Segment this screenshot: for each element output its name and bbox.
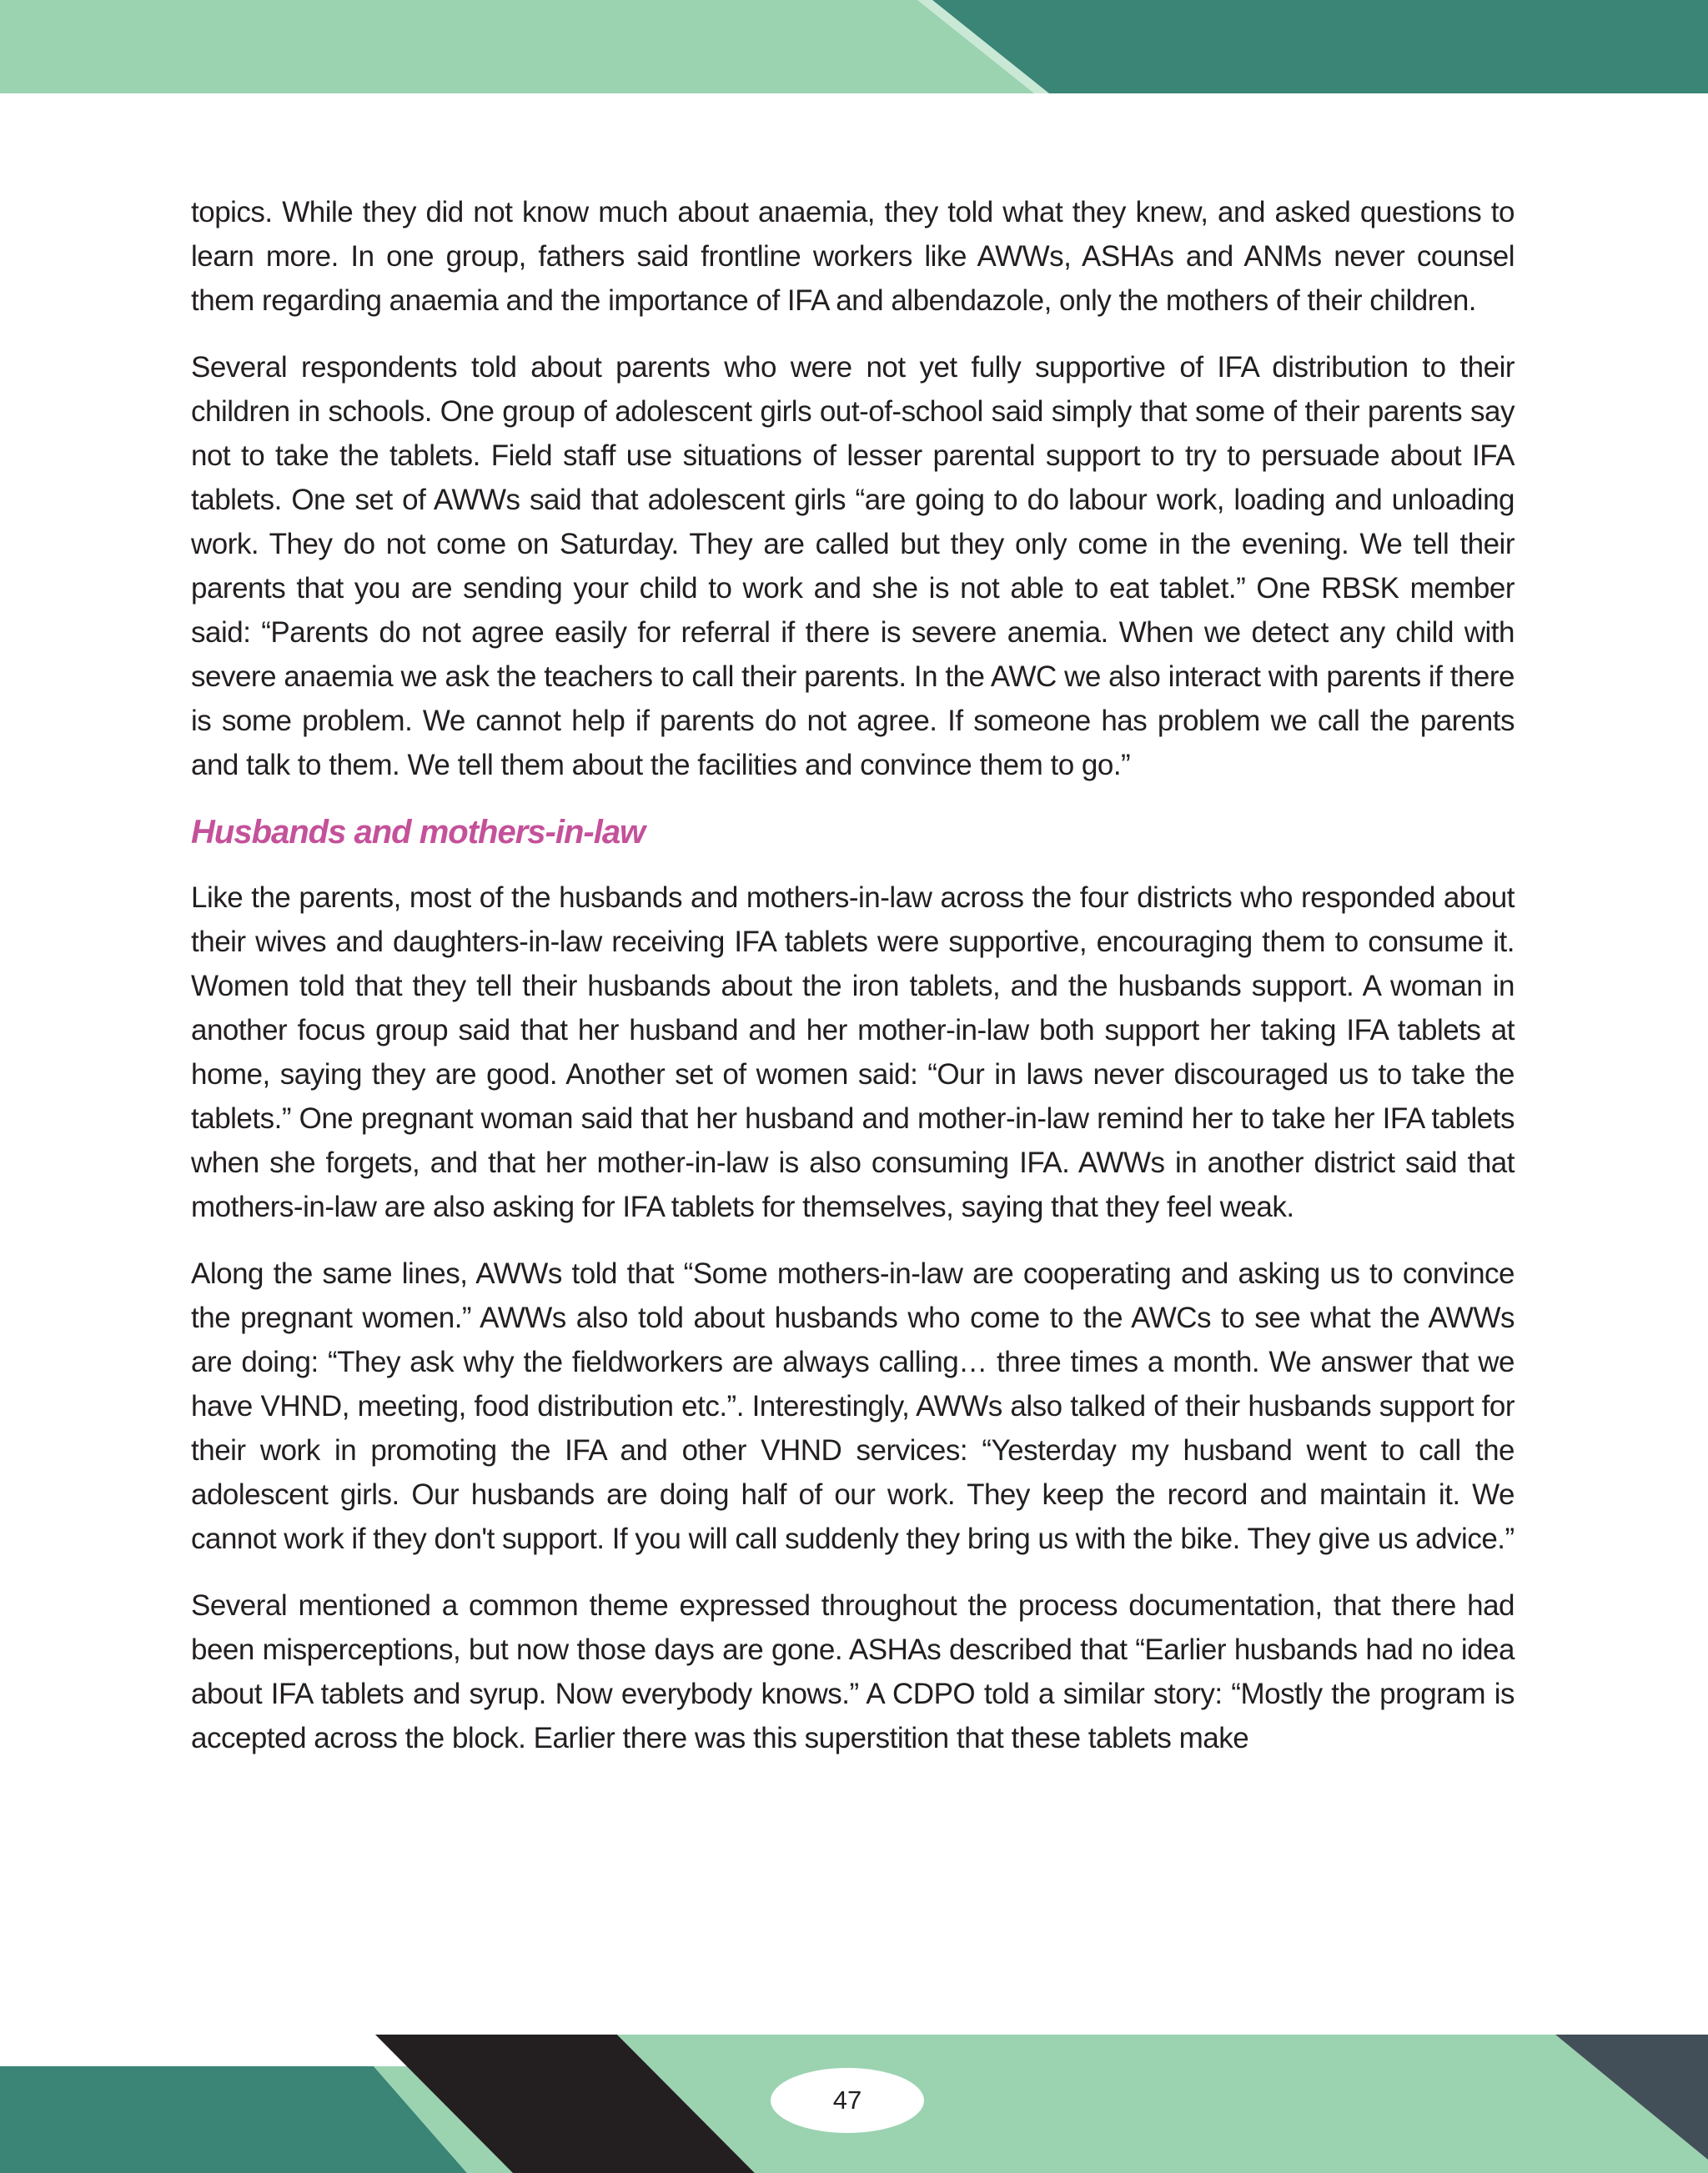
document-body: [191, 190, 1515, 1783]
paragraph-parental-support: Several respondents told about parents who were not yet fully supportive of IFA distribution to their children in schools. One group of adolescent girls out-of-school said simply that some of their parents say not to take the tablets. Field staff use situations of lesser parental support to try to persuade about IFA tablets. One set of AWWs said that adolescent girls “are going to do labour work, loading and unloading work. They do not come on Saturday. They are called but they only come in the evening. We tell their parents that you are sending your child to work and she is not able to eat tablet.” One RBSK member said: “Parents do not agree easily for referral if there is severe anemia. When we detect any child with severe anaemia we ask the teachers to call their parents. In the AWC we also interact with parents if there is some problem. We cannot help if parents do not agree. If someone has problem we call the parents and talk to them. We tell them about the facilities and convince them to go.”: [191, 351, 1515, 781]
section-heading: Husbands and mothers-in-law: [191, 814, 646, 851]
top-banner: [0, 0, 1708, 93]
paragraph-misperceptions: Several mentioned a common theme expressed throughout the process documentation, that there had been misperceptions, but now those days are gone. ASHAs described that “Earlier husbands had no idea about IFA tablets and syrup. Now everybody knows.” A CDPO told a similar story: “Mostly the program is accepted across the block. Earlier there was this superstition that these tablets make: [191, 1589, 1515, 1754]
paragraph-parents-counselling: topics. While they did not know much about anaemia, they told what they knew, and asked questions to learn more. In one group, fathers said frontline workers like AWWs, ASHAs and ANMs never counsel them regarding anaemia and the importance of IFA and albendazole, only the mothers of their children.: [191, 196, 1515, 317]
page-number: 47: [771, 2068, 924, 2133]
paragraph-awws-husbands: Along the same lines, AWWs told that “Some mothers-in-law are cooperating and asking us to convince the pregnant women.” AWWs also told about husbands who come to the AWCs to see what the AWWs are doing: “They ask why the fieldworkers are always calling… three times a month. We answer that we have VHND, meeting, food distribution etc.”. Interestingly, AWWs also talked of their husbands support for their work in promoting the IFA and other VHND services: “Yesterday my husband went to call the adolescent girls. Our husbands are doing half of our work. They keep the record and maintain it. We cannot work if they don't support. If you will call suddenly they bring us with the bike. They give us advice.”: [191, 1257, 1515, 1555]
top-banner-teal-band: [927, 0, 1708, 93]
paragraph-husbands-support: Like the parents, most of the husbands and mothers-in-law across the four districts who responded about their wives and daughters-in-law receiving IFA tablets were supportive, encouraging them to consume it. Women told that they tell their husbands about the iron tablets, and the husbands support. A woman in another focus group said that her husband and her mother-in-law both support her taking IFA tablets at home, saying they are good. Another set of women said: “Our in laws never discouraged us to take the tablets.” One pregnant woman said that her husband and mother-in-law remind her to take her IFA tablets when she forgets, and that her mother-in-law is also consuming IFA. AWWs in another district said that mothers-in-law are also asking for IFA tablets for themselves, saying that they feel weak.: [191, 881, 1515, 1223]
